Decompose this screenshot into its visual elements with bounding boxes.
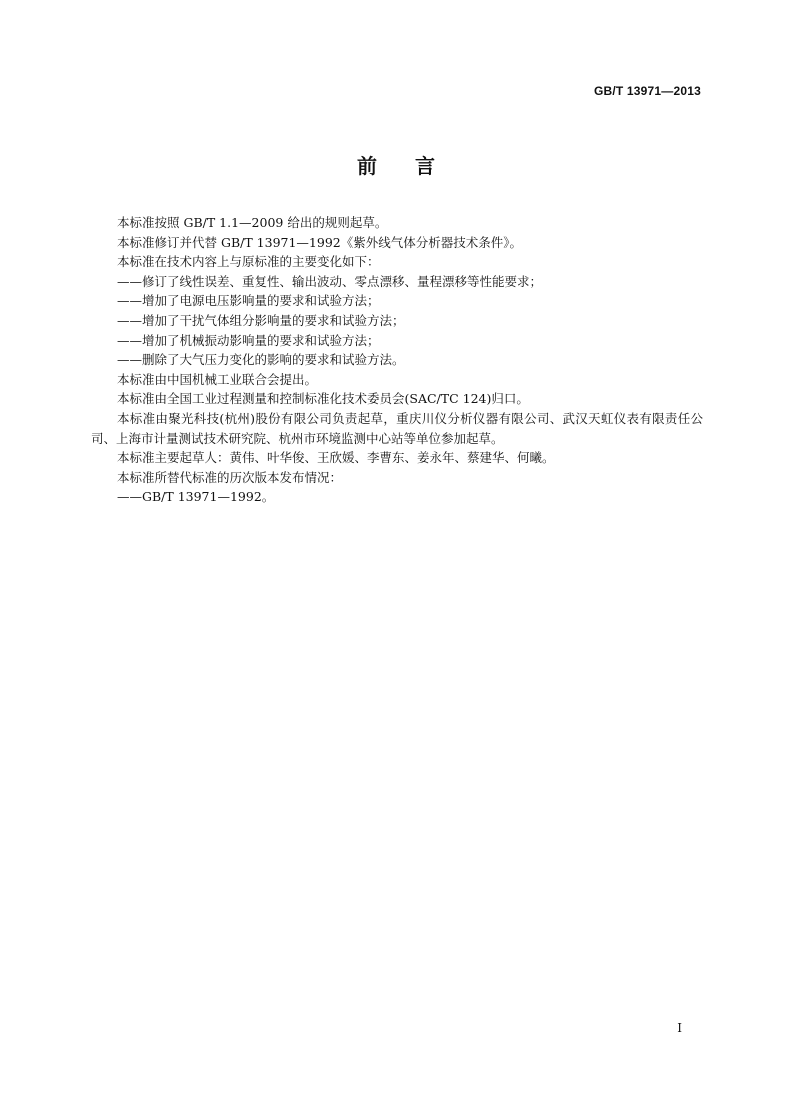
list-item-history: ——GB/T 13971—1992。 [117,489,275,505]
page-title-part2: 言 [415,154,435,178]
paragraph-replaces: 本标准修订并代替 GB/T 13971—1992《紫外线气体分析器技术条件》。 [117,234,522,250]
page-title-part1: 前 [357,154,377,178]
list-item-change: ——增加了电源电压影响量的要求和试验方法； [117,293,380,309]
list-item-change: ——修订了线性误差、重复性、输出波动、零点漂移、量程漂移等性能要求； [117,273,543,289]
paragraph-drafters: 本标准主要起草人：黄伟、叶华俊、王欣媛、李曹东、姜永年、蔡建华、何曦。 [117,450,555,466]
paragraph-history-intro: 本标准所替代标准的历次版本发布情况： [117,469,343,485]
foreword-body [91,213,703,507]
list-item-change: ——增加了机械振动影响量的要求和试验方法； [117,332,380,348]
paragraph-proposed-by: 本标准由中国机械工业联合会提出。 [117,371,318,387]
paragraph-drafting-units: 本标准由聚光科技(杭州)股份有限公司负责起草，重庆川仪分析仪器有限公司、武汉天虹仪表有限责任公司、上海市计量测试技术研究院、杭州市环境监测中心站等单位参加起草。 [91,410,703,446]
paragraph-changes-intro: 本标准在技术内容上与原标准的主要变化如下： [117,254,380,270]
standard-code: GB/T 13971—2013 [593,84,701,98]
page-number: I [677,1021,682,1035]
paragraph-drafting-rules: 本标准按照 GB/T 1.1—2009 给出的规则起草。 [117,215,388,230]
paragraph-administered-by: 本标准由全国工业过程测量和控制标准化技术委员会(SAC/TC 124)归口。 [117,391,529,407]
list-item-change: ——增加了干扰气体组分影响量的要求和试验方法； [117,312,405,328]
list-item-change: ——删除了大气压力变化的影响的要求和试验方法。 [117,352,405,368]
page-title [0,150,792,179]
